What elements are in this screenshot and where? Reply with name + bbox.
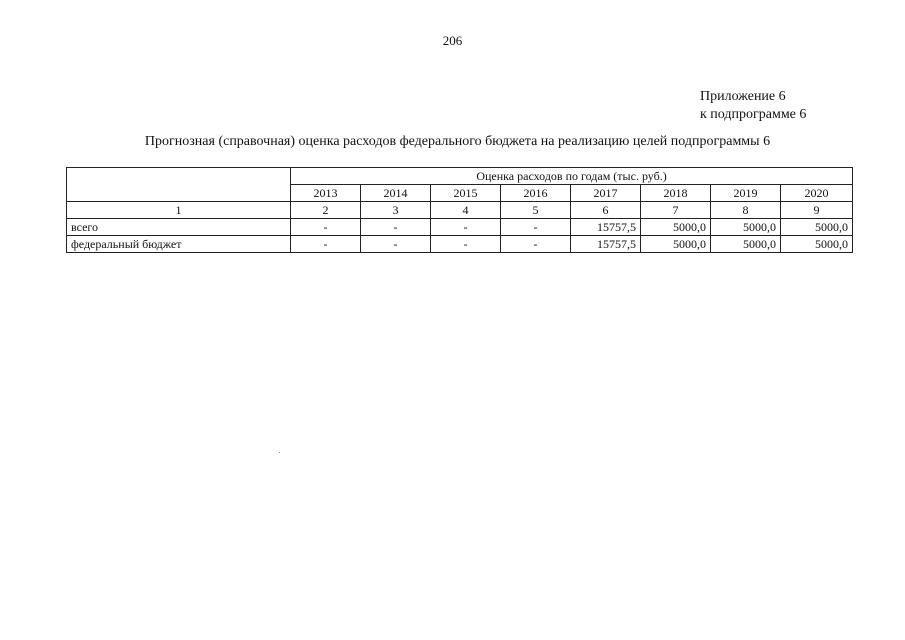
column-number-cell: 1 bbox=[67, 202, 291, 219]
document-title: Прогнозная (справочная) оценка расходов федерального бюджета на реализацию целей подпрограммы 6 bbox=[144, 134, 771, 149]
year-cell: 2018 bbox=[641, 185, 711, 202]
year-cell: 2020 bbox=[781, 185, 853, 202]
value-cell: 5000,0 bbox=[711, 236, 781, 253]
table-row-total bbox=[67, 219, 853, 236]
column-number-cell: 9 bbox=[781, 202, 853, 219]
value-cell: 5000,0 bbox=[781, 236, 853, 253]
year-cell: 2017 bbox=[571, 185, 641, 202]
value-cell: - bbox=[431, 219, 501, 236]
value-cell: - bbox=[501, 219, 571, 236]
row-label-cell: всего bbox=[67, 219, 291, 236]
row-label-cell: федеральный бюджет bbox=[67, 236, 291, 253]
appendix-line-2: к подпрограмме 6 bbox=[700, 107, 807, 122]
value-cell: 5000,0 bbox=[641, 236, 711, 253]
value-cell: 15757,5 bbox=[571, 219, 641, 236]
column-number-cell: 6 bbox=[571, 202, 641, 219]
year-cell: 2015 bbox=[431, 185, 501, 202]
page-number: 206 bbox=[442, 33, 463, 48]
year-cell: 2016 bbox=[501, 185, 571, 202]
column-number-cell: 3 bbox=[361, 202, 431, 219]
year-cell: 2014 bbox=[361, 185, 431, 202]
value-cell: 5000,0 bbox=[781, 219, 853, 236]
table-header-row bbox=[67, 168, 853, 185]
appendix-block bbox=[700, 88, 806, 124]
column-number-cell: 4 bbox=[431, 202, 501, 219]
value-cell: 5000,0 bbox=[711, 219, 781, 236]
value-cell: - bbox=[431, 236, 501, 253]
column-number-cell: 7 bbox=[641, 202, 711, 219]
year-cell: 2019 bbox=[711, 185, 781, 202]
scan-speck bbox=[279, 452, 280, 453]
group-header-cell: Оценка расходов по годам (тыс. руб.) bbox=[291, 168, 853, 185]
expense-table bbox=[66, 167, 853, 253]
appendix-line-1: Приложение 6 bbox=[700, 89, 786, 104]
column-number-row bbox=[67, 202, 853, 219]
column-number-cell: 5 bbox=[501, 202, 571, 219]
value-cell: 15757,5 bbox=[571, 236, 641, 253]
value-cell: - bbox=[361, 219, 431, 236]
value-cell: - bbox=[291, 236, 361, 253]
value-cell: - bbox=[501, 236, 571, 253]
value-cell: - bbox=[291, 219, 361, 236]
value-cell: 5000,0 bbox=[641, 219, 711, 236]
table-row-federal-budget bbox=[67, 236, 853, 253]
header-empty-cell bbox=[67, 168, 291, 202]
column-number-cell: 2 bbox=[291, 202, 361, 219]
column-number-cell: 8 bbox=[711, 202, 781, 219]
year-cell: 2013 bbox=[291, 185, 361, 202]
value-cell: - bbox=[361, 236, 431, 253]
